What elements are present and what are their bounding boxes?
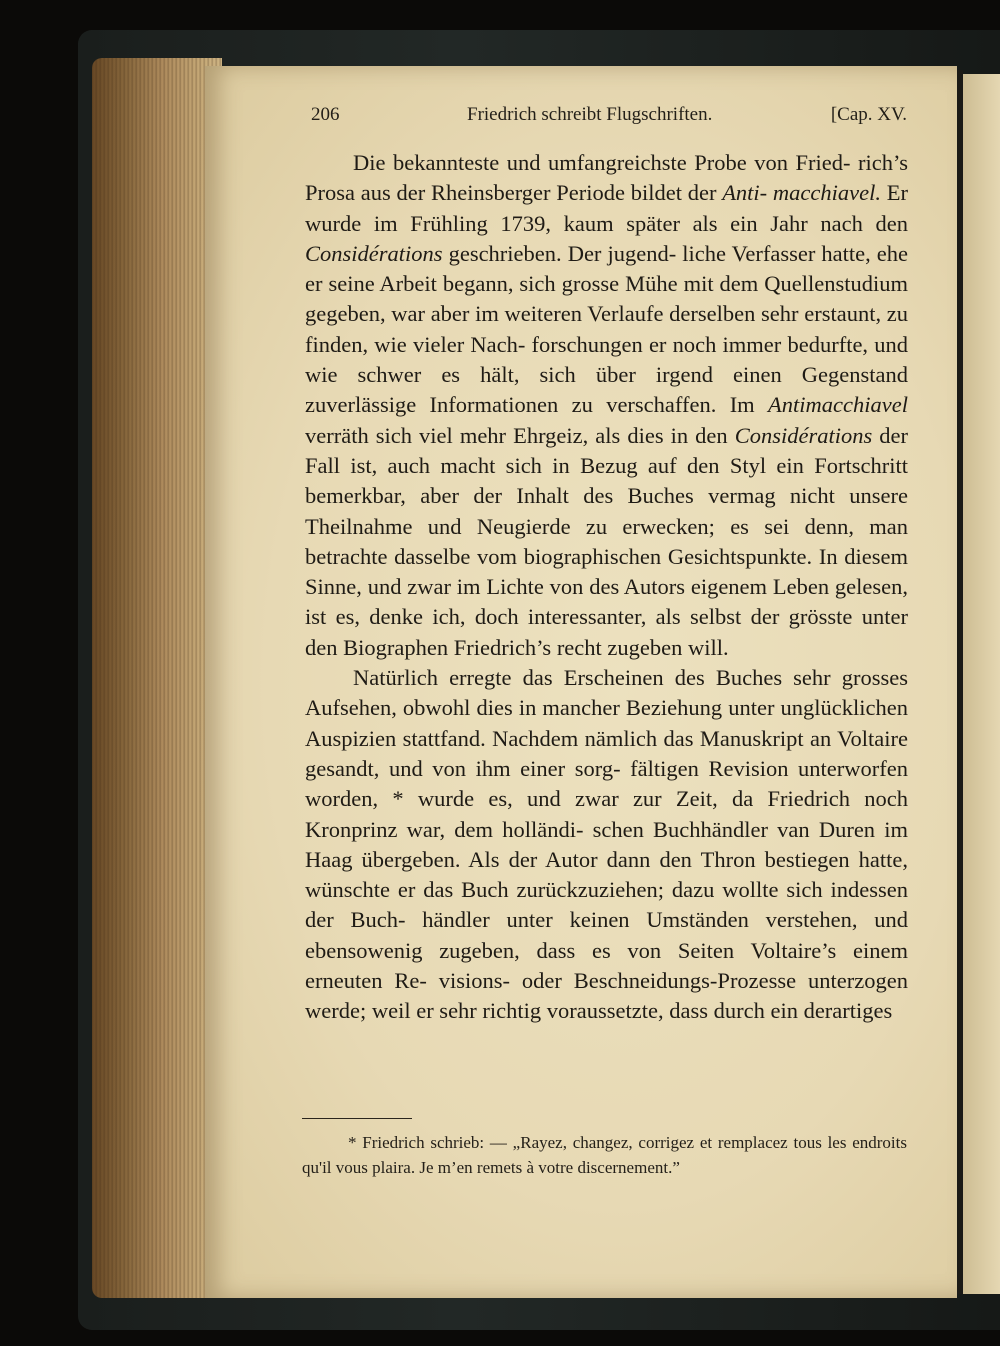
page-number: 206 — [311, 104, 340, 125]
p1-text-4: verräth sich viel mehr Ehrgeiz, als dies in den — [305, 422, 735, 448]
p1-italic-1: Anti- macchiavel. — [722, 180, 881, 206]
footnote-rule — [302, 1118, 412, 1119]
chapter-label: [Cap. XV. — [830, 104, 907, 125]
p1-italic-2: Considérations — [305, 240, 443, 266]
running-title: Friedrich schreibt Flugschriften. — [467, 104, 713, 125]
p1-text-3: geschrieben. Der jugend- liche Verfasser hatte, ehe er seine Arbeit begann, sich grosse Mühe mit dem Quellenstudium gegeben, war aber im weiteren Verlaufe derselben sehr erstaunt, zu finden, wie vieler Nach- forschungen er noch immer bedurfte, und wie schwer es hält, sich über irgend einen Gegenstand zuverlässige Informationen zu verschaffen. Im — [305, 240, 908, 418]
main-text — [305, 148, 908, 1027]
p1-text-2: Er wurde im Frühling 1739, kaum später als ein Jahr nach den — [305, 180, 908, 236]
next-page-edge — [963, 74, 1000, 1294]
paragraph-2: Natürlich erregte das Erscheinen des Buches sehr grosses Aufsehen, obwohl dies in mancher Beziehung unter unglücklichen Auspizien stattfand. Nachdem nämlich das Manuskript an Voltaire gesandt, und von ihm einer sorg- fältigen Revision unterworfen worden, * wurde es, und zwar zur Zeit, da Friedrich noch Kronprinz war, dem holländi- schen Buchhändler van Duren im Haag übergeben. Als der Autor dann den Thron bestiegen hatte, wünschte er das Buch zurückzuziehen; dazu wollte sich indessen der Buch- händler unter keinen Umständen verstehen, und ebensowenig zugeben, dass es von Seiten Voltaire’s einem erneuten Re- visions- oder Beschneidungs-Prozesse unterzogen werde; weil er sehr richtig voraussetzte, dass durch ein derartiges — [305, 665, 908, 1024]
p1-text-5: der Fall ist, auch macht sich in Bezug auf den Styl ein Fortschritt bemerkbar, aber der Inhalt des Buches vermag nicht unsere Theilnahme und Neugierde zu erwecken; es sei denn, man betrachte dasselbe vom biographischen Gesichtspunkte. In diesem Sinne, und zwar im Lichte von des Autors eigenem Leben gelesen, ist es, denke ich, doch interessanter, als selbst der grösste unter den Biographen Friedrich’s recht zugeben will. — [305, 422, 909, 660]
p1-text-1: Die bekannteste und umfangreichste Probe von Fried- rich’s Prosa aus der Rheinsberger Periode bildet der — [305, 150, 908, 206]
running-header — [311, 104, 911, 130]
p1-italic-3: Antimacchiavel — [768, 392, 908, 418]
footnote: * Friedrich schrieb: — „Rayez, changez, corrigez et remplacez tous les endroits qu'il vous plaira. Je m’en remets à votre discernement.” — [302, 1133, 907, 1177]
paragraph-1 — [305, 148, 908, 663]
page-edges — [92, 58, 222, 1298]
p1-italic-4: Considérations — [734, 422, 873, 448]
